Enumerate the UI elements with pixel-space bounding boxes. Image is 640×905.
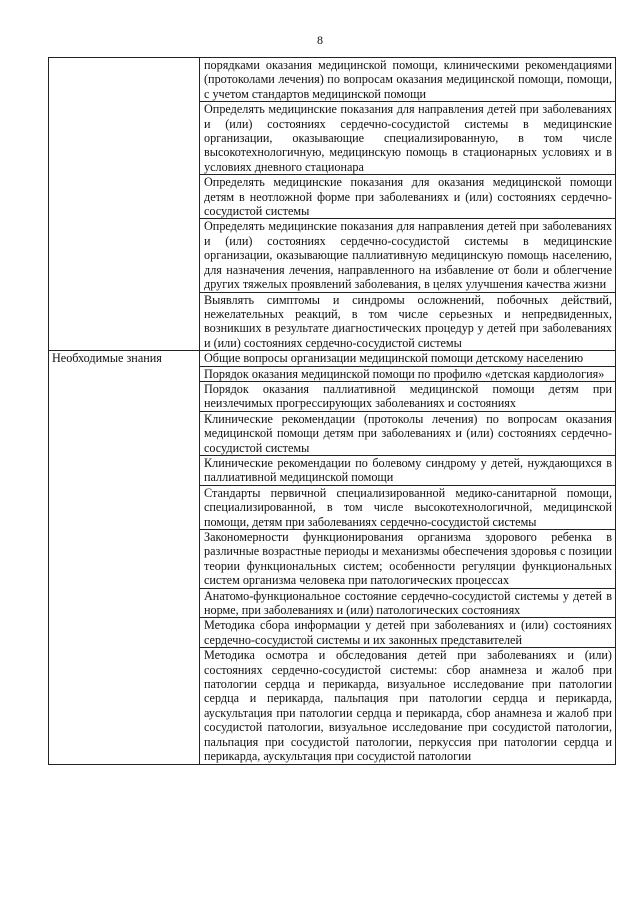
table-cell bbox=[200, 588, 616, 618]
table-cell bbox=[200, 455, 616, 485]
table-cell bbox=[200, 485, 616, 529]
table-cell bbox=[200, 618, 616, 648]
table-cell bbox=[200, 102, 616, 175]
page-number: 8 bbox=[317, 33, 323, 47]
table-cell bbox=[200, 58, 616, 102]
table-row bbox=[49, 58, 616, 102]
table-cell bbox=[200, 411, 616, 455]
cell-text: Стандарты первичной специализированной медико-санитарной помощи, специализированной, в том числе высокотехнологичной, медицинской помощи, детям при заболеваниях сердечно-сосудистой системы bbox=[204, 485, 612, 529]
table-cell bbox=[200, 292, 616, 351]
table-cell bbox=[200, 175, 616, 219]
cell-text: Определять медицинские показания для направления детей при заболеваниях и (или) состояниях сердечно-сосудистой системы в медицинские организации, оказывающие специализированную, в том числе высокотехнологичную, медицинскую помощь в стационарных условиях и в условиях дневного стационара bbox=[204, 102, 612, 174]
row-label-cell bbox=[49, 351, 200, 764]
cell-text: Определять медицинские показания для оказания медицинской помощи детям в неотложной форме при заболеваниях и (или) состояниях сердечно-сосудистой системы bbox=[204, 175, 612, 219]
competency-table bbox=[48, 57, 616, 765]
table-cell bbox=[200, 648, 616, 764]
cell-text: Определять медицинские показания для направления детей при заболеваниях и (или) состояниях сердечно-сосудистой системы в медицинские организации, оказывающие паллиативную медицинскую помощь населению, для назначения лечения, направленного на избавление от боли и облегчение других тяжелых проявлений заболевания, в целях улучшения качества жизни bbox=[204, 219, 612, 292]
cell-text: Методика осмотра и обследования детей при заболеваниях и (или) состояниях сердечно-сосудистой системы: сбор анамнеза и жалоб при патологии сердца и перикарда, визуальное исследование при патологии сердца и перикарда, пальпация при патологии сердца и перикарда, аускультация при патологии сердца и перикарда, сбор анамнеза и жалоб при сосудистой патологии, визуальное исследование при сосудистой патологии, пальпация при сосудистой патологии, перкуссия при патологии сердца и перикарда, аускультация при сосудистой патологии bbox=[204, 648, 612, 764]
table-row bbox=[49, 351, 616, 366]
cell-text: Порядок оказания медицинской помощи по профилю «детская кардиология» bbox=[204, 366, 605, 381]
table-cell bbox=[200, 219, 616, 292]
table-cell bbox=[200, 351, 616, 366]
cell-text: Анатомо-функциональное состояние сердечно-сосудистой системы у детей в норме, при заболеваниях и (или) патологических состояниях bbox=[204, 588, 612, 618]
cell-text: порядками оказания медицинской помощи, клиническими рекомендациями (протоколами лечения) по вопросам оказания медицинской помощи, помощи, с учетом стандартов медицинской помощи bbox=[204, 58, 612, 101]
table-cell bbox=[200, 366, 616, 381]
cell-text: Клинические рекомендации по болевому синдрому у детей, нуждающихся в паллиативной медицинской помощи bbox=[204, 455, 612, 485]
cell-text: Клинические рекомендации (протоколы лечения) по вопросам оказания медицинской помощи детям при заболеваниях и (или) состояниях сердечно-сосудистой системы bbox=[204, 411, 612, 455]
cell-text: Методика сбора информации у детей при заболеваниях и (или) состояниях сердечно-сосудистой системы и их законных представителей bbox=[204, 618, 612, 647]
row-label: Необходимые знания bbox=[52, 351, 162, 366]
cell-text: Закономерности функционирования организма здорового ребенка в различные возрастные периоды и механизмы обеспечения здоровья с позиции теории функциональных систем; особенности регуляции функциональных систем организма человека при патологических процессах bbox=[204, 530, 612, 588]
table-cell bbox=[200, 381, 616, 411]
cell-text: Порядок оказания паллиативной медицинской помощи детям при неизлечимых прогрессирующих заболеваниях и состояниях bbox=[204, 381, 612, 411]
cell-text: Общие вопросы организации медицинской помощи детскому населению bbox=[204, 351, 584, 366]
table-cell bbox=[200, 530, 616, 589]
cell-text: Выявлять симптомы и синдромы осложнений, побочных действий, нежелательных реакций, в том числе серьезных и непредвиденных, возникших в результате диагностических процедур у детей при заболеваниях и (или) состояниях сердечно-сосудистой системы bbox=[204, 292, 612, 350]
row-label-cell bbox=[49, 58, 200, 351]
